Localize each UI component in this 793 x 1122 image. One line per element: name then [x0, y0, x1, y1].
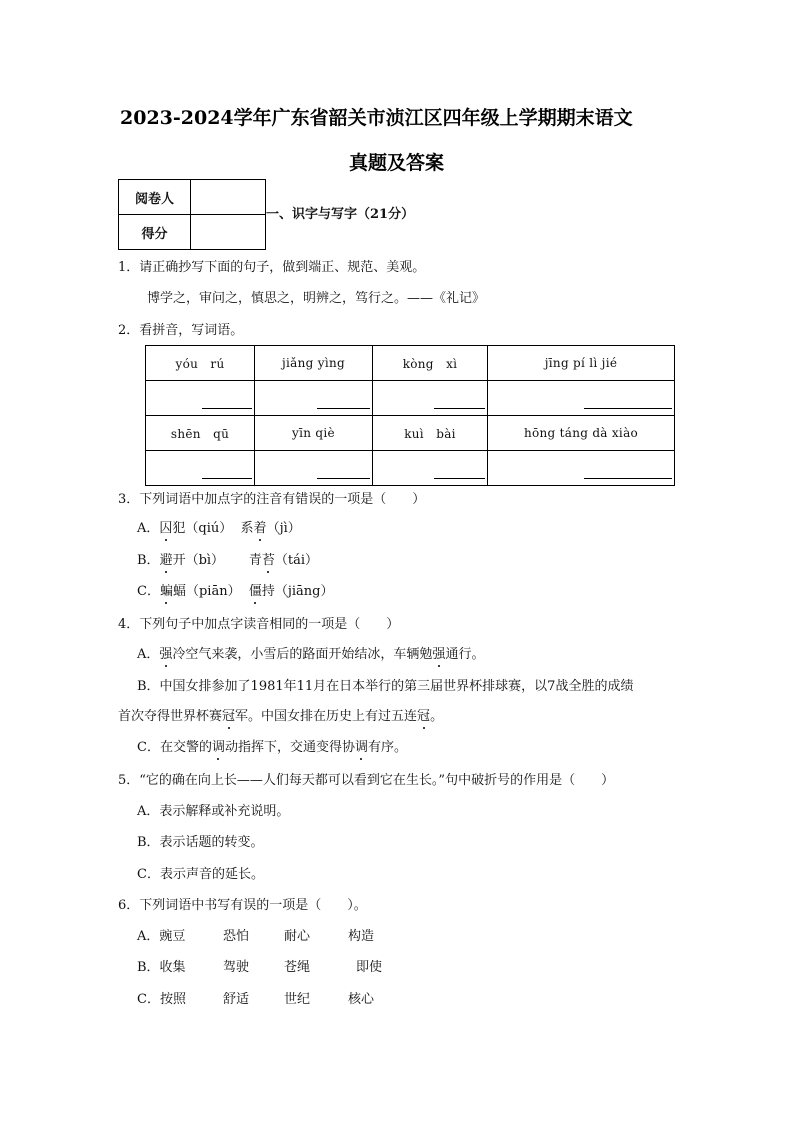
pinyin-cell: yīn qiè [255, 416, 373, 451]
q1-stem: 1．请正确抄写下面的句子，做到端正、规范、美观。 [118, 260, 426, 275]
reviewer-label: 阅卷人 [119, 180, 191, 215]
dotted-char: 冠 [417, 709, 431, 724]
q6-option-c[interactable]: C．按照 舒适 世纪 核心 [137, 992, 375, 1007]
dotted-char: 苔 [261, 553, 275, 568]
score-field[interactable] [191, 215, 266, 250]
answer-cell[interactable] [373, 451, 488, 486]
dotted-char: 僵 [248, 584, 262, 599]
score-label: 得分 [119, 215, 191, 250]
answer-cell[interactable] [488, 381, 675, 416]
answer-cell[interactable] [255, 381, 373, 416]
pinyin-cell: yóu rú [146, 346, 255, 381]
pinyin-cell: hōng táng dà xiào [488, 416, 675, 451]
q6-option-a[interactable]: A．豌豆 恐怕 耐心 构造 [137, 929, 375, 944]
q1-quote: 博学之，审问之，慎思之，明辨之，笃行之。——《礼记》 [147, 291, 486, 306]
grader-table [118, 179, 266, 250]
dotted-char: 调 [354, 740, 368, 755]
pinyin-cell: kòng xì [373, 346, 488, 381]
dotted-char: 强 [432, 647, 446, 662]
pinyin-table [145, 345, 675, 486]
pinyin-cell: shēn qū [146, 416, 255, 451]
dotted-char: 冠 [222, 709, 236, 724]
dotted-char: 囚 [159, 521, 173, 536]
q4-option-c[interactable]: C．在交警的调动指挥下，交通变得协调有序。 [137, 740, 408, 755]
q4-option-b-line2[interactable]: 首次夺得世界杯赛冠军。中国女排在历史上有过五连冠。 [118, 709, 444, 724]
answer-cell[interactable] [373, 381, 488, 416]
pinyin-cell: kuì bài [373, 416, 488, 451]
q4-option-b-line1[interactable]: B．中国女排参加了1981年11月在日本举行的第三届世界杯排球赛，以7战全胜的成绩 [137, 679, 634, 694]
q3-stem: 3．下列词语中加点字的注音有错误的一项是（ ） [118, 492, 426, 507]
q4-option-a[interactable]: A．强冷空气来袭，小雪后的路面开始结冰，车辆勉强通行。 [137, 647, 485, 662]
pinyin-cell: jiǎng yìng [255, 346, 373, 381]
q5-stem: 5．“它的确在向上长——人们每天都可以看到它在生长。”句中破折号的作用是（ ） [118, 773, 615, 788]
document-title-line2: 真题及答案 [349, 152, 445, 174]
q3-option-c[interactable]: C．蝙蝠（piān） 僵持（jiāng） [137, 584, 334, 599]
dotted-char: 调 [211, 740, 225, 755]
document-title-line1: 2023-2024学年广东省韶关市浈江区四年级上学期期末语文 [120, 107, 633, 129]
q5-option-a[interactable]: A．表示解释或补充说明。 [137, 804, 290, 819]
dotted-char: 强 [159, 647, 173, 662]
q6-option-b[interactable]: B．收集 驾驶 苍绳 即使 [137, 960, 383, 975]
q6-stem: 6．下列词语中书写有误的一项是（ ）。 [118, 898, 367, 913]
q5-option-b[interactable]: B．表示话题的转变。 [137, 835, 264, 850]
dotted-char: 避 [159, 553, 173, 568]
section1-heading: 一、识字与写字（21分） [266, 207, 415, 222]
q4-stem: 4．下列句子中加点字读音相同的一项是（ ） [118, 617, 400, 632]
q2-stem: 2．看拼音，写词语。 [118, 323, 244, 338]
pinyin-cell: jīng pí lì jié [488, 346, 675, 381]
answer-cell[interactable] [255, 451, 373, 486]
dotted-char: 蝙 [159, 584, 173, 599]
reviewer-field[interactable] [191, 180, 266, 215]
q5-option-c[interactable]: C．表示声音的延长。 [137, 867, 264, 882]
answer-cell[interactable] [146, 451, 255, 486]
q3-option-b[interactable]: B．避开（bì） 青苔（tái） [137, 553, 319, 568]
answer-cell[interactable] [146, 381, 255, 416]
q3-option-a[interactable]: A．囚犯（qiú） 系着（jì） [137, 521, 301, 536]
dotted-char: 着 [253, 521, 267, 536]
answer-cell[interactable] [488, 451, 675, 486]
